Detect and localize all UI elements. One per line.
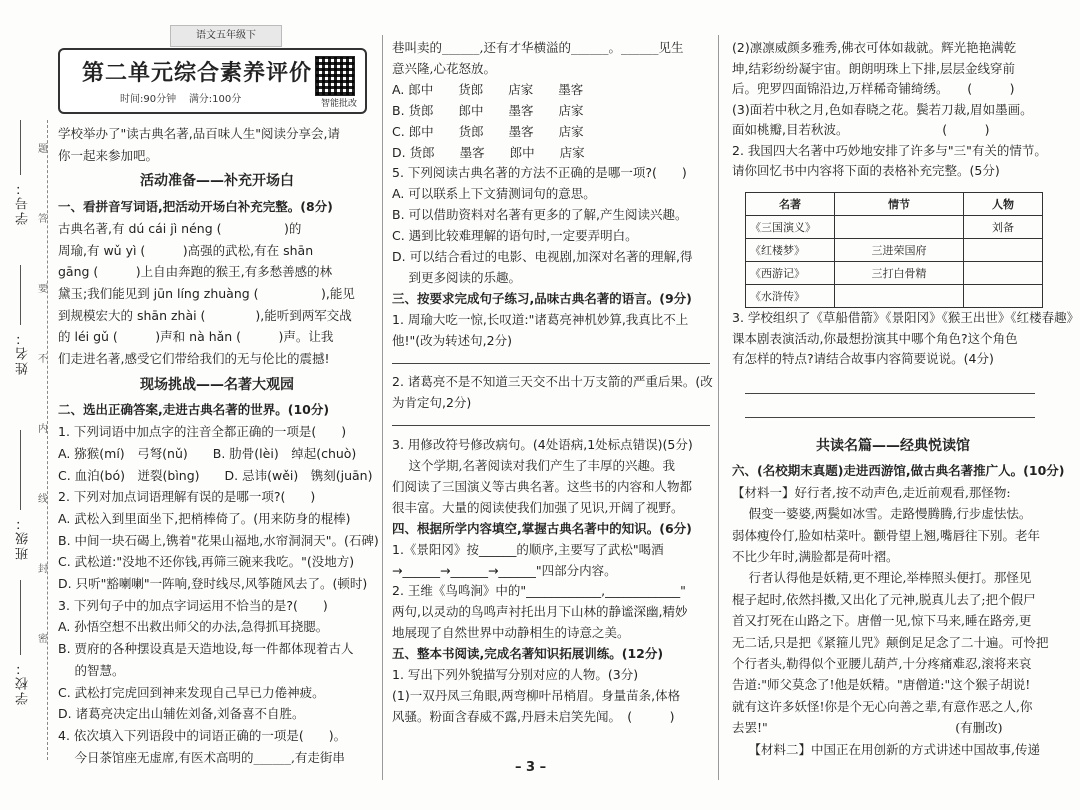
text-line: C. 武松道:"没地不还你钱,再筛三碗来我吃。"(没地方)	[58, 554, 355, 570]
text-line: (2)凛凛威颜多雅秀,佛衣可体如裁就。辉光艳艳满乾	[732, 40, 1017, 55]
text-line: 地展现了自然世界中动静相生的诗意之美。	[392, 625, 630, 641]
plot-table	[745, 192, 1043, 308]
text-line: 学校举办了"读古典名著,品百味人生"阅读分享会,请	[58, 126, 340, 141]
text-line: D. 货郎 墨客 郎中 店家	[392, 144, 585, 160]
text-line: 5. 下列阅读古典名著的方法不正确的是哪一项?( )	[392, 165, 687, 181]
seal-char: 内	[38, 424, 48, 435]
table-cell[interactable]	[964, 262, 1043, 285]
text-line: 棍子起时,依然抖擞,又出化了元神,脱真儿去了;把个假尸	[732, 591, 1036, 607]
text-line: 他!"(改为转述句,2分)	[392, 332, 512, 348]
table-cell: 《西游记》	[746, 262, 835, 285]
text-line: 无二话,只是把《紧箍儿咒》颠倒足足念了二十遍。可怜把	[732, 634, 1049, 650]
text-line: 3. 用修改符号修改病句。(4处语病,1处标点错误)(5分)	[392, 437, 693, 453]
text-line: 巷叫卖的______,还有才华横溢的______。______见生	[392, 40, 684, 55]
answer-line[interactable]	[745, 393, 1035, 394]
table-header: 名著	[746, 193, 835, 216]
text-line: B. 可以借助资料对名著有更多的了解,产生阅读兴趣。	[392, 207, 688, 223]
question-title: 五、整本书阅读,完成名著知识拓展训练。(12分)	[392, 646, 664, 662]
text-line: 你一起来参加吧。	[58, 147, 159, 163]
name-line	[20, 265, 21, 325]
text-line: C. 郎中 货郎 墨客 店家	[392, 123, 584, 139]
text-line: 2. 诸葛亮不是不知道三天交不出十万支箭的严重后果。(改	[392, 374, 713, 390]
table-cell: 《水浒传》	[746, 285, 835, 308]
question-title: 二、选出正确答案,走进古典名著的世界。(10分)	[58, 402, 330, 418]
text-line: 2. 下列对加点词语理解有误的是哪一项?( )	[58, 489, 316, 505]
student-no-line	[20, 120, 21, 175]
text-line: 的 léi gǔ ( )声和 nà hǎn ( )声。让我	[58, 329, 334, 345]
text-line: 4. 依次填入下列语段中的词语正确的一项是( )。	[58, 727, 347, 743]
text-line: 后。兜罗四面锦沿边,万样稀奇铺绮绣。 ( )	[732, 81, 1015, 96]
text-line: 【材料一】好行者,按不动声色,走近前观看,那怪物:	[732, 484, 1011, 500]
text-line: 2. 我国四大名著中巧妙地安排了许多与"三"有关的情节。	[732, 142, 1047, 158]
text-line: 两句,以灵动的鸟鸣声衬托出月下山林的静谧深幽,精妙	[392, 604, 688, 620]
seal-char: 线	[38, 494, 48, 505]
seal-char: 要	[38, 284, 48, 295]
table-cell[interactable]	[964, 285, 1043, 308]
text-line: 到更多阅读的乐趣。	[392, 269, 521, 285]
question-title: 一、看拼音写词语,把活动开场白补充完整。(8分)	[58, 199, 333, 215]
text-line: 面如桃瓣,目若秋波。 ( )	[732, 122, 990, 137]
text-line: 个行者头,勒得似个亚腰儿葫芦,十分疼痛难忍,滚将来哀	[732, 656, 1032, 671]
text-line: 首又打死在山路之下。唐僧一见,惊下马来,睡在路旁,更	[732, 613, 1032, 629]
exam-meta	[120, 90, 241, 105]
text-line: D. 诸葛亮决定出山辅佐刘备,刘备喜不自胜。	[58, 706, 305, 722]
section-heading: 共读名篇——经典悦读馆	[816, 438, 970, 454]
table-cell: 三打白骨精	[835, 262, 964, 285]
full-score: 满分:100分	[188, 94, 242, 105]
text-line: 这个学期,名著阅读对我们产生了丰厚的兴趣。我	[392, 458, 675, 473]
question-title: 四、根据所学内容填空,掌握古典名著中的知识。(6分)	[392, 520, 692, 536]
text-line: 1. 写出下列外貌描写分别对应的人物。(3分)	[392, 667, 639, 682]
text-line: C. 遇到比较难理解的语句时,一定要弄明白。	[392, 228, 638, 244]
seal-char: 答	[38, 214, 48, 225]
answer-line[interactable]	[392, 424, 710, 426]
column-divider	[718, 35, 719, 780]
text-line: 古典名著,有 dú cái jì néng ( )的	[58, 220, 302, 236]
text-line: C. 武松打完虎回到神来发现自己早已力倦神疲。	[58, 684, 325, 700]
school-line	[20, 580, 21, 655]
text-line: B. 中间一块石碣上,镌着"花果山福地,水帘洞洞天"。(石碑)	[58, 532, 379, 548]
text-line: gāng ( )上自由奔跑的猴王,有多愁善感的林	[58, 264, 333, 280]
text-line: 课本剧表演活动,你最想扮演其中哪个角色?这个角色	[732, 330, 1018, 346]
text-line: A. 可以联系上下文猜测词句的意思。	[392, 186, 596, 202]
text-line: 3. 学校组织了《草船借箭》《景阳冈》《猴王出世》《红楼春趣》	[732, 310, 1080, 325]
seal-char: 题	[38, 144, 48, 155]
text-line: B. 货郎 郎中 墨客 店家	[392, 102, 584, 118]
table-cell[interactable]	[964, 239, 1043, 262]
grade-tab: 语文五年级下	[170, 25, 282, 47]
text-line: B. 贾府的各种摆设真是天造地设,每一件都体现着古人	[58, 641, 354, 657]
text-line: 1.《景阳冈》按______的顺序,主要写了武松"喝酒	[392, 541, 664, 557]
text-line: A. 孙悟空想不出救出师父的办法,急得抓耳挠腮。	[58, 619, 329, 635]
text-line: →______→______→______"四部分内容。	[392, 562, 617, 578]
title-banner	[58, 48, 367, 114]
text-line: 今日茶馆座无虚席,有医术高明的______,有走街串	[58, 749, 345, 765]
text-line: 就有这许多妖怪!你是个无心向善之辈,有意作恶之人,你	[732, 698, 1033, 714]
class-label: 班级：	[16, 515, 31, 560]
text-line: 行者认得他是妖精,更不理论,举棒照头便打。那怪见	[732, 570, 1032, 586]
text-line: A. 猕猴(mí) 弓弩(nǔ) B. 肋骨(lèi) 绰起(chuò)	[58, 445, 357, 461]
column-divider	[382, 35, 383, 780]
text-line: 风骚。粉面含春威不露,丹唇未启笑先闻。 ( )	[392, 708, 675, 724]
cut-line	[47, 120, 48, 760]
text-line: 【材料二】中国正在用创新的方式讲述中国故事,传递	[732, 741, 1040, 757]
text-line: 不比少年时,满脸都是荷叶褶。	[732, 549, 899, 564]
text-line: 去罢!" (有删改)	[732, 720, 1003, 736]
table-cell: 《三国演义》	[746, 216, 835, 239]
text-line: 周瑜,有 wǔ yì ( )高强的武松,有在 shān	[58, 242, 314, 258]
section-heading: 活动准备——补充开场白	[140, 173, 294, 190]
table-cell[interactable]	[835, 285, 964, 308]
text-line: 们阅读了三国演义等古典名著。这些书的内容和人物都	[392, 478, 693, 494]
text-line: 很丰富。大量的阅读使我们加强了见识,开阔了视野。	[392, 499, 684, 515]
text-line: 弱体瘦伶仃,脸如枯菜叶。颧骨望上翘,嘴唇往下别。老年	[732, 527, 1040, 543]
text-line: 们走进名著,感受它们带给我们的无与伦比的震撼!	[58, 351, 330, 366]
text-line: (1)一双丹凤三角眼,两弯柳叶吊梢眉。身量苗条,体格	[392, 687, 681, 703]
answer-line[interactable]	[745, 417, 1035, 418]
school-label: 学校：	[16, 660, 31, 705]
class-line	[20, 430, 21, 510]
name-label: 姓名：	[16, 330, 31, 375]
text-line: 意兴隆,心花怒放。	[392, 60, 496, 76]
table-cell: 三进荣国府	[835, 239, 964, 262]
table-cell: 《红楼梦》	[746, 239, 835, 262]
text-line: 2. 王维《鸟鸣涧》中的"____________,____________"	[392, 583, 686, 599]
table-header: 人物	[964, 193, 1043, 216]
table-cell[interactable]	[835, 216, 964, 239]
text-line: 的智慧。	[58, 662, 125, 678]
text-line: C. 血泊(bó) 迸裂(bìng) D. 忌讳(wěi) 镌刻(juān)	[58, 467, 373, 483]
time-limit: 时间:90分钟	[120, 94, 177, 105]
text-line: 坤,结彩纷纷凝宇宙。朗朗明珠上下排,层层金线穿前	[732, 60, 1015, 76]
page-title: 第二单元综合素养评价	[82, 61, 313, 86]
seal-char: 封	[38, 564, 48, 575]
text-line: 黛玉;我们能见到 jūn líng zhuàng ( ),能见	[58, 285, 355, 301]
text-line: 1. 下列词语中加点字的注音全都正确的一项是( )	[58, 424, 347, 440]
text-line: 有怎样的特点?请结合故事内容简要说说。(4分)	[732, 351, 994, 366]
binding-gutter	[0, 0, 60, 810]
student-no-label: 学号：	[16, 180, 31, 225]
text-line: 假变一婆婆,两鬓如冰雪。走路慢腾腾,行步虚怯怯。	[732, 506, 1032, 522]
text-line: A. 郎中 货郎 店家 墨客	[392, 81, 584, 97]
page-number: – 3 –	[515, 760, 547, 775]
table-header: 情节	[835, 193, 964, 216]
seal-char: 不	[38, 354, 48, 365]
text-line: 1. 周瑜大吃一惊,长叹道:"诸葛亮神机妙算,我真比不上	[392, 311, 689, 327]
text-line: 到规模宏大的 shān zhài ( ),能听到两军交战	[58, 307, 352, 323]
text-line: D. 可以结合看过的电影、电视剧,加深对名著的理解,得	[392, 249, 693, 264]
question-title: 三、按要求完成句子练习,品味古典名著的语言。(9分)	[392, 290, 692, 306]
seal-char: 密	[38, 634, 48, 645]
answer-line[interactable]	[392, 362, 710, 364]
section-heading: 现场挑战——名著大观园	[140, 376, 294, 393]
text-line: 为肯定句,2分)	[392, 395, 472, 411]
text-line: 请你回忆书中内容将下面的表格补充完整。(5分)	[732, 163, 1000, 178]
text-line: (3)面若中秋之月,色如春晓之花。鬓若刀裁,眉如墨画。	[732, 101, 1033, 117]
text-line: D. 只听"豁喇喇"一阵响,登时线尽,风筝随风去了。(顿时)	[58, 576, 368, 591]
text-line: 告道:"师父莫念了!他是妖精。"唐僧道:"这个猴子胡说!	[732, 677, 1031, 693]
text-line: A. 武松入到里面坐下,把梢棒倚了。(用来防身的棍棒)	[58, 510, 351, 526]
text-line: 3. 下列句子中的加点字词运用不恰当的是?( )	[58, 597, 328, 613]
qr-label: 智能批改	[320, 99, 357, 109]
qr-code-icon[interactable]	[315, 56, 355, 96]
table-cell: 刘备	[964, 216, 1043, 239]
question-title: 六、(名校期末真题)走进西游馆,做古典名著推广人。(10分)	[732, 463, 1065, 479]
